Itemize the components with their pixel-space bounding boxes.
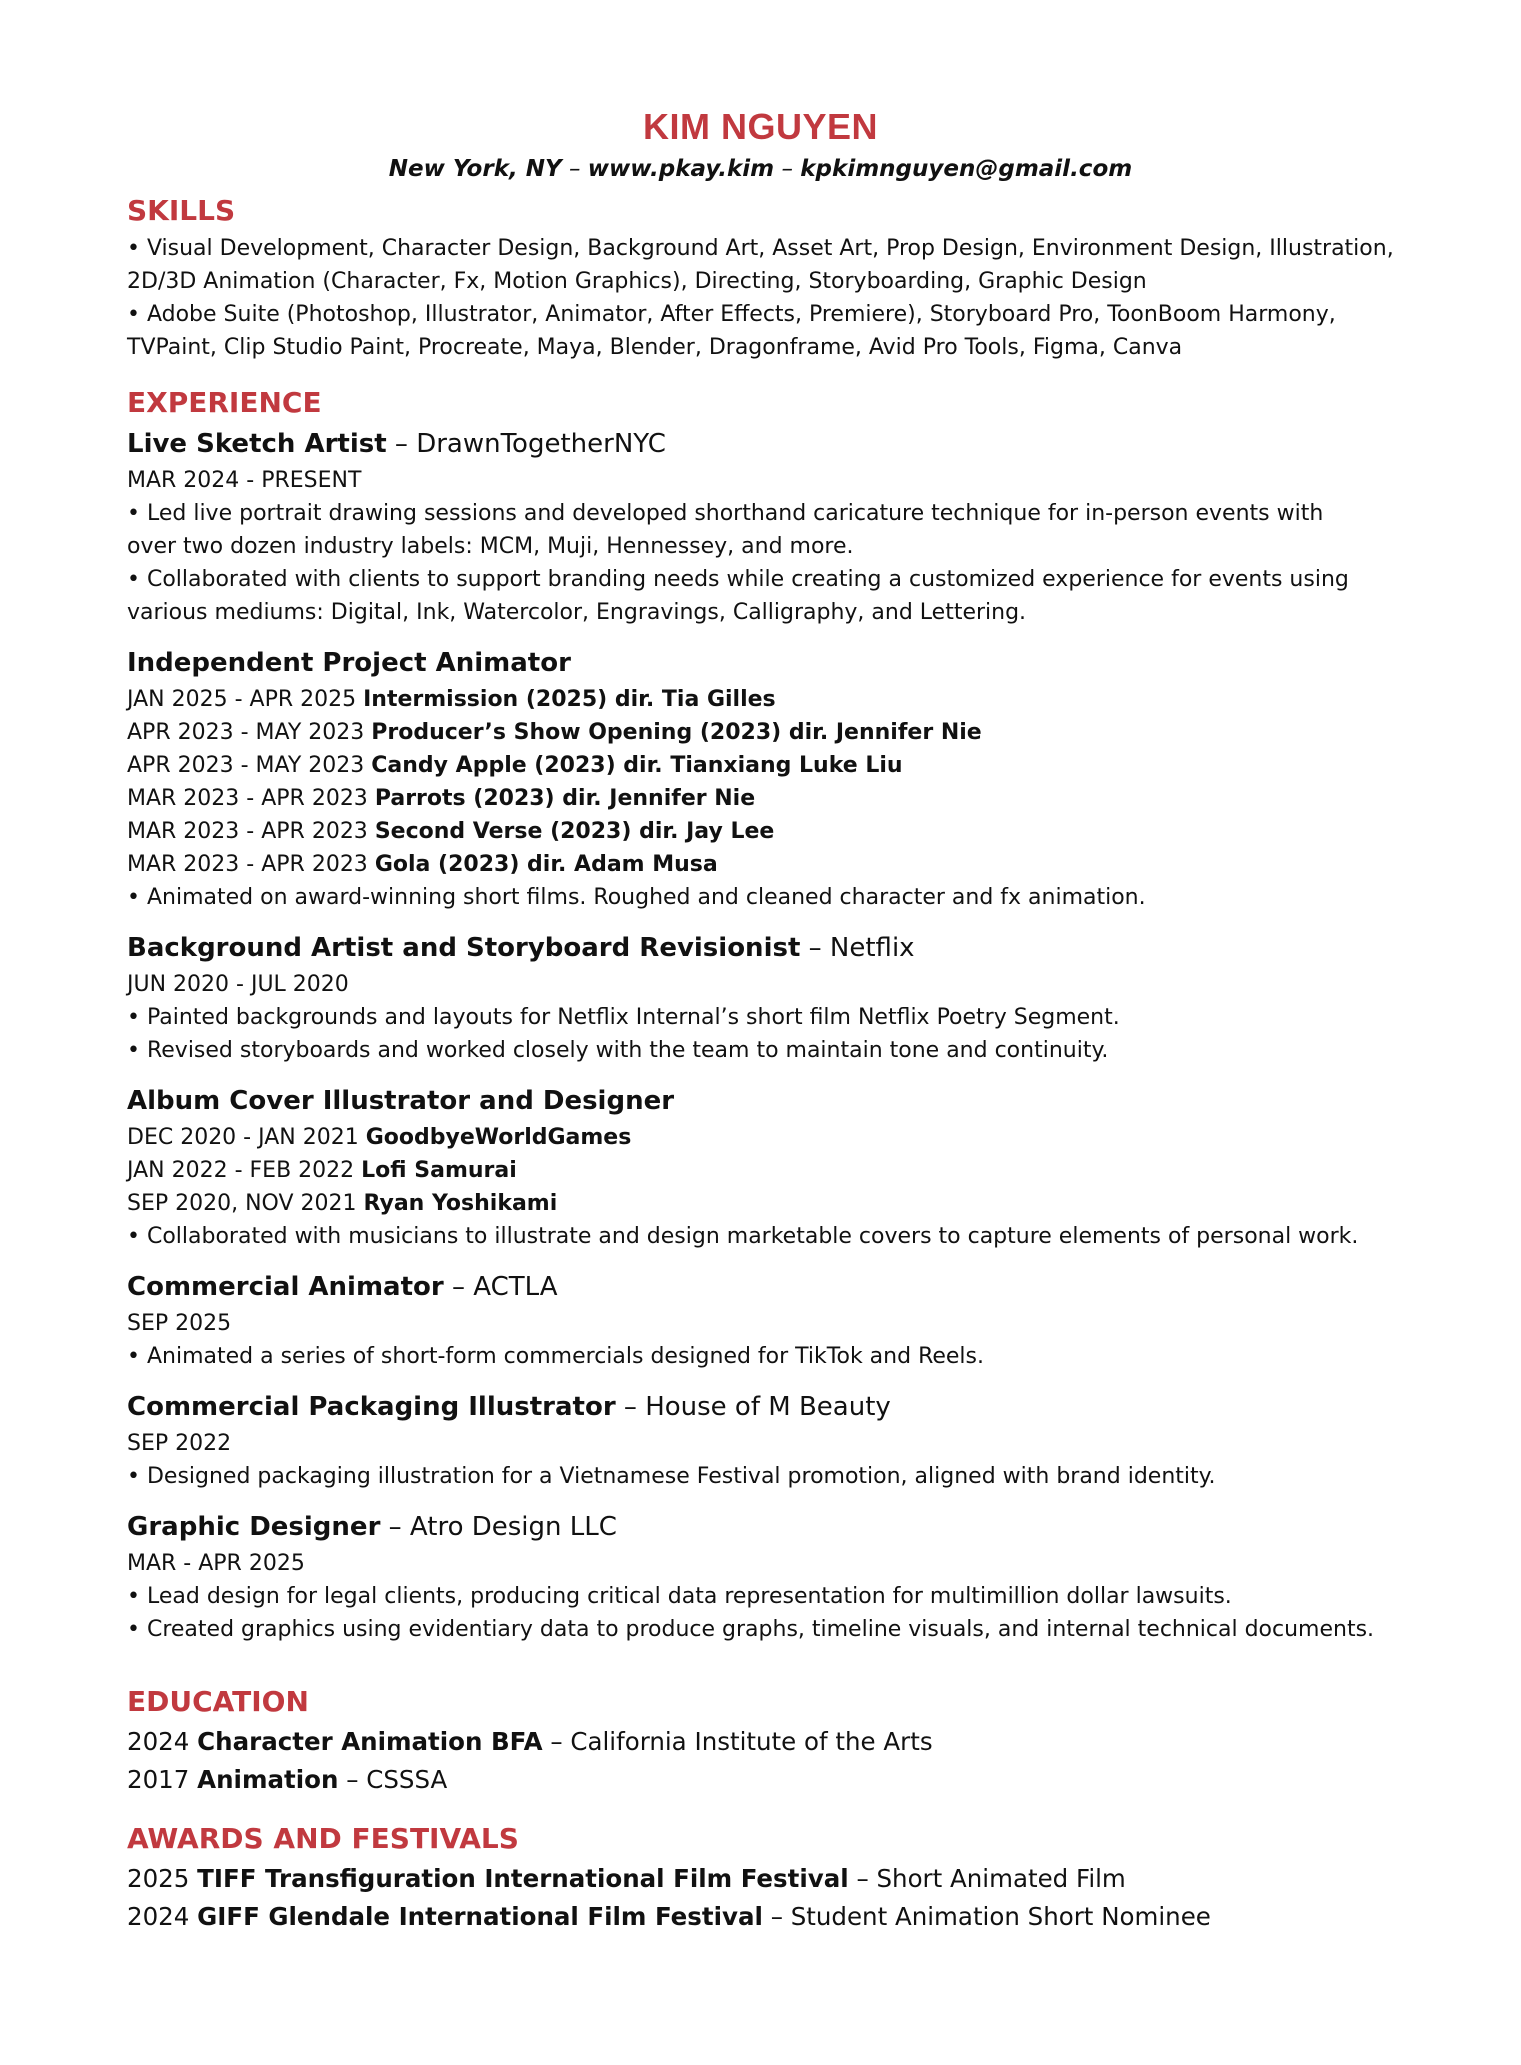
job-role: Commercial Packaging Illustrator	[127, 1392, 616, 1422]
project-line	[127, 749, 1407, 782]
award-year: 2024	[127, 1902, 190, 1931]
job-title-line	[127, 1081, 1407, 1121]
job-bullet: • Collaborated with musicians to illustrate and design marketable covers to capture elements of personal work.	[127, 1224, 1359, 1249]
job-bullet: • Collaborated with clients to support branding needs while creating a customized experience for events using	[127, 567, 1349, 592]
candidate-name: KIM NGUYEN	[642, 106, 878, 147]
project-date: APR 2023 - MAY 2023	[127, 720, 365, 745]
award-entry	[127, 1898, 1407, 1936]
project-title: Gola (2023) dir. Adam Musa	[374, 852, 718, 877]
education-school: CSSSA	[366, 1765, 448, 1794]
project-title: Candy Apple (2023) dir. Tianxiang Luke Liu	[371, 753, 903, 778]
experience-heading: EXPERIENCE	[127, 386, 322, 419]
award-entry	[127, 1860, 1407, 1898]
job-org: Atro Design LLC	[409, 1512, 617, 1542]
education-year: 2017	[127, 1765, 190, 1794]
project-date: MAR 2023 - APR 2023	[127, 852, 368, 877]
job-dash: –	[615, 1392, 646, 1422]
job-bullet: • Animated a series of short-form commercials designed for TikTok and Reels.	[127, 1344, 985, 1369]
contact-line	[0, 156, 1521, 182]
job-bullet: • Lead design for legal clients, producing critical data representation for multimillion dollar lawsuits.	[127, 1584, 1232, 1609]
awards-heading: AWARDS AND FESTIVALS	[127, 1822, 519, 1855]
job-entry	[127, 1081, 1407, 1253]
job-role: Graphic Designer	[127, 1512, 381, 1542]
job-bullet: • Animated on award-winning short films. Roughed and cleaned character and fx animation.	[127, 885, 1146, 910]
job-entry	[127, 1387, 1407, 1493]
project-date: MAR 2023 - APR 2023	[127, 819, 368, 844]
job-bullet: • Created graphics using evidentiary data to produce graphs, timeline visuals, and internal technical documents.	[127, 1617, 1375, 1642]
job-date: MAR - APR 2025	[127, 1551, 305, 1576]
education-school: California Institute of the Arts	[570, 1727, 933, 1756]
location: New York, NY	[388, 156, 562, 182]
award-festival: GIFF Glendale International Film Festival	[197, 1902, 763, 1931]
project-date: APR 2023 - MAY 2023	[127, 753, 365, 778]
education-degree: Animation	[197, 1765, 339, 1794]
project-title: Intermission (2025) dir. Tia Gilles	[363, 687, 776, 712]
job-date: MAR 2024 - PRESENT	[127, 468, 362, 493]
skills-line: TVPaint, Clip Studio Paint, Procreate, Maya, Blender, Dragonframe, Avid Pro Tools, Figma, Canva	[127, 335, 1183, 360]
education-dash: –	[338, 1765, 367, 1794]
job-bullet: • Led live portrait drawing sessions and developed shorthand caricature technique for in-person events with	[127, 501, 1324, 526]
project-line	[127, 716, 1407, 749]
job-org: House of M Beauty	[645, 1392, 891, 1422]
job-title-line	[127, 1507, 1407, 1547]
job-role: Background Artist and Storyboard Revisionist	[127, 933, 801, 963]
project-line	[127, 848, 1407, 881]
education-entry	[127, 1723, 1407, 1761]
job-entry	[127, 1267, 1407, 1373]
job-dash: –	[800, 933, 830, 963]
project-title: Lofi Samurai	[361, 1158, 517, 1183]
project-line	[127, 815, 1407, 848]
job-entry	[127, 643, 1407, 914]
education-dash: –	[542, 1727, 571, 1756]
project-line	[127, 782, 1407, 815]
award-name: Student Animation Short Nominee	[790, 1902, 1211, 1931]
education-degree: Character Animation BFA	[197, 1727, 543, 1756]
job-entry	[127, 1507, 1407, 1646]
job-bullet: various mediums: Digital, Ink, Watercolor, Engravings, Calligraphy, and Lettering.	[127, 600, 1027, 625]
job-role: Independent Project Animator	[127, 648, 571, 678]
project-date: JAN 2022 - FEB 2022	[127, 1158, 355, 1183]
job-entry	[127, 424, 1407, 629]
project-date: JAN 2025 - APR 2025	[127, 687, 357, 712]
job-entry	[127, 928, 1407, 1067]
project-title: GoodbyeWorldGames	[365, 1125, 632, 1150]
project-date: SEP 2020, NOV 2021	[127, 1191, 357, 1216]
skills-section	[127, 192, 1407, 364]
job-date: SEP 2022	[127, 1431, 232, 1456]
skills-line: • Visual Development, Character Design, Background Art, Asset Art, Prop Design, Environment Design, Illustration,	[127, 236, 1394, 261]
award-dash: –	[762, 1902, 791, 1931]
contact-separator: –	[561, 156, 588, 182]
project-line	[127, 683, 1407, 716]
job-org: ACTLA	[473, 1272, 558, 1302]
job-role: Album Cover Illustrator and Designer	[127, 1086, 675, 1116]
awards-section	[127, 1820, 1407, 1936]
project-title: Ryan Yoshikami	[363, 1191, 558, 1216]
job-date: SEP 2025	[127, 1311, 232, 1336]
project-title: Producer’s Show Opening (2023) dir. Jennifer Nie	[371, 720, 982, 745]
job-title-line	[127, 424, 1407, 464]
skills-heading: SKILLS	[127, 194, 236, 227]
contact-separator: –	[774, 156, 801, 182]
job-dash: –	[443, 1272, 474, 1302]
job-dash: –	[386, 429, 417, 459]
award-dash: –	[848, 1864, 877, 1893]
job-dash: –	[380, 1512, 410, 1542]
project-date: DEC 2020 - JAN 2021	[127, 1125, 359, 1150]
award-name: Short Animated Film	[876, 1864, 1126, 1893]
job-bullet: • Designed packaging illustration for a Vietnamese Festival promotion, aligned with brand identity.	[127, 1464, 1216, 1489]
job-org: DrawnTogetherNYC	[416, 429, 666, 459]
award-year: 2025	[127, 1864, 190, 1893]
job-title-line	[127, 928, 1407, 968]
job-org: Netflix	[829, 933, 915, 963]
education-entry	[127, 1761, 1407, 1799]
skills-line: • Adobe Suite (Photoshop, Illustrator, Animator, After Effects, Premiere), Storyboard Pro, ToonBoom Harmony,	[127, 302, 1336, 327]
project-title: Second Verse (2023) dir. Jay Lee	[374, 819, 775, 844]
job-title-line	[127, 1387, 1407, 1427]
job-title-line	[127, 1267, 1407, 1307]
job-title-line	[127, 643, 1407, 683]
job-bullet: • Revised storyboards and worked closely with the team to maintain tone and continuity.	[127, 1038, 1109, 1063]
award-festival: TIFF Transfiguration International Film Festival	[197, 1864, 849, 1893]
project-date: MAR 2023 - APR 2023	[127, 786, 368, 811]
project-line	[127, 1187, 1407, 1220]
education-section	[127, 1683, 1407, 1799]
job-role: Commercial Animator	[127, 1272, 444, 1302]
education-heading: EDUCATION	[127, 1685, 309, 1718]
job-bullet: over two dozen industry labels: MCM, Muji, Hennessey, and more.	[127, 534, 854, 559]
job-bullet: • Painted backgrounds and layouts for Netflix Internal’s short film Netflix Poetry Segment.	[127, 1005, 1120, 1030]
email-link[interactable]: kpkimnguyen@gmail.com	[800, 156, 1133, 182]
job-date: JUN 2020 - JUL 2020	[127, 972, 349, 997]
job-role: Live Sketch Artist	[127, 429, 387, 459]
website-link[interactable]: www.pkay.kim	[587, 156, 775, 182]
education-year: 2024	[127, 1727, 190, 1756]
experience-section	[127, 384, 1407, 1660]
skills-line: 2D/3D Animation (Character, Fx, Motion Graphics), Directing, Storyboarding, Graphic Design	[127, 269, 1147, 294]
project-title: Parrots (2023) dir. Jennifer Nie	[374, 786, 756, 811]
project-line	[127, 1121, 1407, 1154]
project-line	[127, 1154, 1407, 1187]
